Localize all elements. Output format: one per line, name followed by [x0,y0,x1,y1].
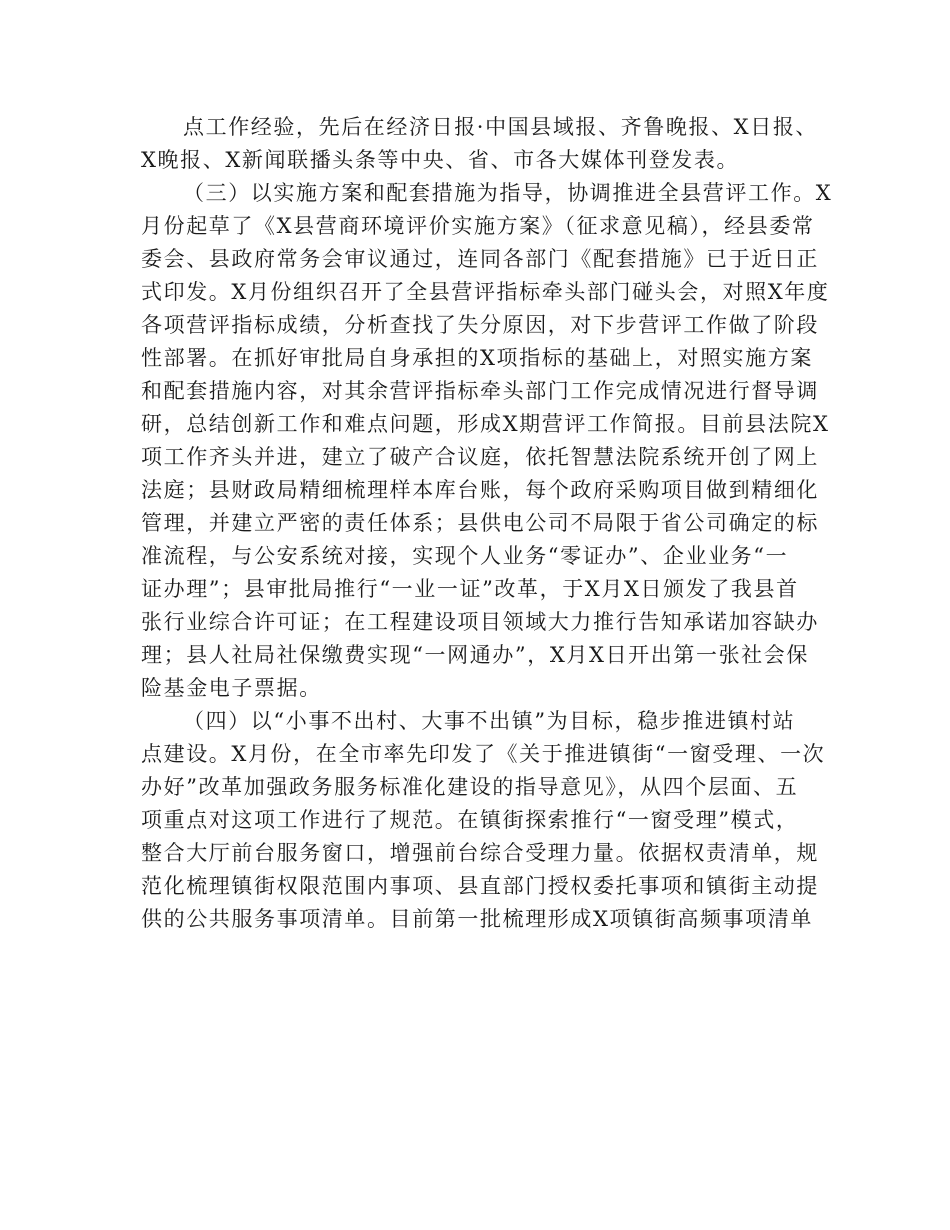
text-line: 各项营评指标成绩，分析查找了失分原因，对下步营评工作做了阶段 [141,313,819,337]
text-line: 险基金电子票据。 [141,676,322,700]
text-line: 张行业综合许可证；在工程建设项目领域大力推行告知承诺加容缺办 [141,610,819,634]
text-line: 和配套措施内容，对其余营评指标牵头部门工作完成情况进行督导调 [141,379,819,403]
text-line: 法庭；县财政局精细梳理样本库台账，每个政府采购项目做到精细化 [141,478,819,502]
text-line: 管理，并建立严密的责任体系；县供电公司不局限于省公司确定的标 [141,511,819,535]
text-line: 理；县人社局社保缴费实现“一网通办”，X月X日开出第一张社会保 [141,643,809,667]
text-line: 供的公共服务事项清单。目前第一批梳理形成X项镇街高频事项清单 [141,907,813,931]
text-line: 项工作齐头并进，建立了破产合议庭，依托智慧法院系统开创了网上 [141,445,819,469]
section-heading-line: （四）以“小事不出村、大事不出镇”为目标，稳步推进镇村站 [183,709,796,733]
text-line: 办好”改革加强政务服务标准化建设的指导意见》，从四个层面、五 [141,775,799,799]
text-line: 整合大厅前台服务窗口，增强前台综合受理力量。依据权责清单，规 [141,841,819,865]
text-line: 项重点对这项工作进行了规范。在镇街探索推行“一窗受理”模式， [141,808,799,832]
text-line: X晚报、X新闻联播头条等中央、省、市各大媒体刊登发表。 [141,148,740,172]
text-line: 证办理”；县审批局推行“一业一证”改革，于X月X日颁发了我县首 [141,577,799,601]
text-line: 委会、县政府常务会审议通过，连同各部门《配套措施》已于近日正 [141,247,819,271]
text-line: 式印发。X月份组织召开了全县营评指标牵头部门碰头会，对照X年度 [141,280,830,304]
text-line: 点工作经验，先后在经济日报·中国县域报、齐鲁晚报、X日报、 [183,115,819,139]
text-line: 准流程，与公安系统对接，实现个人业务“零证办”、企业业务“一 [141,544,789,568]
text-line: 点建设。X月份，在全市率先印发了《关于推进镇街“一窗受理、一次 [141,742,826,766]
section-heading-line: （三）以实施方案和配套措施为指导，协调推进全县营评工作。X [183,181,833,205]
text-line: 性部署。在抓好审批局自身承担的X项指标的基础上，对照实施方案 [141,346,813,370]
text-line: 月份起草了《X县营商环境评价实施方案》（征求意见稿），经县委常 [141,214,815,238]
body-text [141,111,833,936]
text-line: 研，总结创新工作和难点问题，形成X期营评工作简报。目前县法院X [141,412,830,436]
text-line: 范化梳理镇街权限范围内事项、县直部门授权委托事项和镇街主动提 [141,874,819,898]
